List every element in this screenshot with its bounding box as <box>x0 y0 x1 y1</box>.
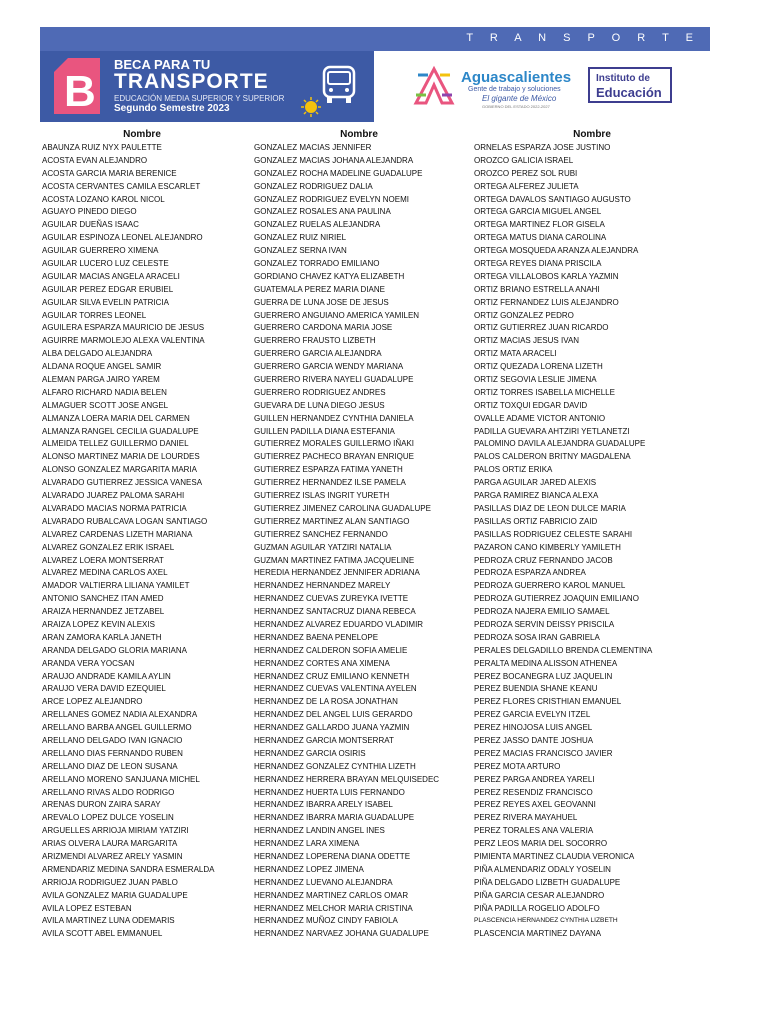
name-row: GUTIERREZ SANCHEZ FERNANDO <box>254 529 388 539</box>
name-row: ORTIZ TORRES ISABELLA MICHELLE <box>474 387 615 397</box>
name-row: ARAUJO VERA DAVID EZEQUIEL <box>42 684 166 694</box>
name-row: ALVAREZ LOERA MONTSERRAT <box>42 555 164 565</box>
state-tagline: El gigante de México <box>482 94 557 103</box>
name-row: GUERRERO CARDONA MARIA JOSE <box>254 323 393 333</box>
name-row: GONZALEZ RODRIGUEZ EVELYN NOEMI <box>254 194 409 204</box>
name-row: PLASCENCIA HERNANDEZ CYNTHIA LIZBETH <box>474 917 618 925</box>
name-row: PEDROZA SOSA IRAN GABRIELA <box>474 632 600 642</box>
name-row: ALVAREZ CARDENAS LIZETH MARIANA <box>42 529 193 539</box>
name-row: ARAN ZAMORA KARLA JANETH <box>42 632 162 642</box>
name-row: HERNANDEZ LANDIN ANGEL INES <box>254 826 385 836</box>
name-row: AVILA SCOTT ABEL EMMANUEL <box>42 929 163 939</box>
name-row: PIÑA GARCIA CESAR ALEJANDRO <box>474 890 605 900</box>
name-row: HERNANDEZ NARVAEZ JOHANA GUADALUPE <box>254 929 429 939</box>
institute-line2: Educación <box>596 85 662 100</box>
name-row: AVILA LOPEZ ESTEBAN <box>42 903 132 913</box>
name-row: PEDROZA NAJERA EMILIO SAMAEL <box>474 607 610 617</box>
name-row: GONZALEZ ROSALES ANA PAULINA <box>254 207 391 217</box>
name-row: AVILA GONZALEZ MARIA GUADALUPE <box>42 890 188 900</box>
name-row: GUERRERO FRAUSTO LIZBETH <box>254 336 376 346</box>
name-row: PEDROZA ESPARZA ANDREA <box>474 568 586 578</box>
name-row: PEREZ TORALES ANA VALERIA <box>474 826 594 836</box>
name-row: GUTIERREZ MORALES GUILLERMO IÑAKI <box>254 439 415 449</box>
name-row: ARMENDARIZ MEDINA SANDRA ESMERALDA <box>42 864 215 874</box>
name-row: HERNANDEZ GALLARDO JUANA YAZMIN <box>254 723 410 733</box>
name-row: PEREZ PARGA ANDREA YARELI <box>474 774 595 784</box>
name-row: ARCE LOPEZ ALEJANDRO <box>42 697 143 707</box>
state-name: Aguascalientes <box>461 69 572 86</box>
name-row: PAZARON CANO KIMBERLY YAMILETH <box>474 542 621 552</box>
name-row: ALMANZA RANGEL CECILIA GUADALUPE <box>42 426 199 436</box>
name-row: HERNANDEZ BAENA PENELOPE <box>254 632 379 642</box>
name-row: HERNANDEZ LUEVANO ALEJANDRA <box>254 877 393 887</box>
name-row: AREVALO LOPEZ DULCE YOSELIN <box>42 813 174 823</box>
name-row: ORTIZ SEGOVIA LESLIE JIMENA <box>474 375 597 385</box>
column-header: Nombre <box>573 129 611 140</box>
name-row: PEREZ HINOJOSA LUIS ANGEL <box>474 723 593 733</box>
name-row: PEDROZA GUERRERO KAROL MANUEL <box>474 581 626 591</box>
names-column <box>254 128 464 941</box>
name-row: PEREZ MACIAS FRANCISCO JAVIER <box>474 748 613 758</box>
name-row: PIMIENTA MARTINEZ CLAUDIA VERONICA <box>474 851 635 861</box>
institute-line1: Instituto de <box>596 73 650 84</box>
name-row: AGUILAR SILVA EVELIN PATRICIA <box>42 297 170 307</box>
state-slogan: Gente de trabajo y soluciones <box>468 86 561 93</box>
name-row: PEDROZA GUTIERREZ JOAQUIN EMILIANO <box>474 594 639 604</box>
name-row: HERNANDEZ SANTACRUZ DIANA REBECA <box>254 607 416 617</box>
name-row: HERNANDEZ LOPERENA DIANA ODETTE <box>254 851 411 861</box>
name-row: ACOSTA GARCIA MARIA BERENICE <box>42 168 177 178</box>
beca-b-logo-icon <box>48 54 106 116</box>
name-row: HERNANDEZ LARA XIMENA <box>254 839 360 849</box>
name-row: ARGUELLES ARRIOJA MIRIAM YATZIRI <box>42 826 189 836</box>
name-row: HERNANDEZ DE LA ROSA JONATHAN <box>254 697 398 707</box>
section-label: T R A N S P O R T E <box>466 32 700 44</box>
name-row: ALEMAN PARGA JAIRO YAREM <box>42 375 160 385</box>
name-row: AGUILAR GUERRERO XIMENA <box>42 246 159 256</box>
name-row: PERZ LEOS MARIA DEL SOCORRO <box>474 839 608 849</box>
name-row: GUEVARA DE LUNA DIEGO JESUS <box>254 400 385 410</box>
name-row: ORTIZ GUTIERREZ JUAN RICARDO <box>474 323 609 333</box>
name-row: ORTEGA MOSQUEDA ARANZA ALEJANDRA <box>474 246 639 256</box>
name-row: ORTIZ GONZALEZ PEDRO <box>474 310 574 320</box>
name-row: HERNANDEZ ALVAREZ EDUARDO VLADIMIR <box>254 619 424 629</box>
name-row: PIÑA ALMENDARIZ ODALY YOSELIN <box>474 864 611 874</box>
name-row: PERALTA MEDINA ALISSON ATHENEA <box>474 658 618 668</box>
name-row: HERNANDEZ GONZALEZ CYNTHIA LIZETH <box>254 761 416 771</box>
name-row: ARELLANO RIVAS ALDO RODRIGO <box>42 787 175 797</box>
name-row: PEREZ REYES AXEL GEOVANNI <box>474 800 596 810</box>
name-row: PEDROZA SERVIN DEISSY PRISCILA <box>474 619 615 629</box>
names-column <box>474 128 710 941</box>
name-row: ALMEIDA TELLEZ GUILLERMO DANIEL <box>42 439 189 449</box>
name-row: GONZALEZ RODRIGUEZ DALIA <box>254 181 373 191</box>
name-row: ALMANZA LOERA MARIA DEL CARMEN <box>42 413 190 423</box>
name-row: ALVARADO GUTIERREZ JESSICA VANESA <box>42 478 203 488</box>
name-row: ACOSTA LOZANO KAROL NICOL <box>42 194 165 204</box>
name-row: GUILLEN PADILLA DIANA ESTEFANIA <box>254 426 395 436</box>
name-row: ARIAS OLVERA LAURA MARGARITA <box>42 839 178 849</box>
name-row: PEREZ BUENDIA SHANE KEANU <box>474 684 598 694</box>
name-row: GUERRERO GARCIA ALEJANDRA <box>254 349 382 359</box>
name-row: AMADOR VALTIERRA LILIANA YAMILET <box>42 581 190 591</box>
bus-icon <box>319 64 359 106</box>
name-row: AGUILAR MACIAS ANGELA ARACELI <box>42 271 180 281</box>
name-row: ORTIZ FERNANDEZ LUIS ALEJANDRO <box>474 297 619 307</box>
name-row: HERNANDEZ CALDERON SOFIA AMELIE <box>254 645 408 655</box>
name-row: AGUAYO PINEDO DIEGO <box>42 207 137 217</box>
name-row: GUZMAN AGUILAR YATZIRI NATALIA <box>254 542 392 552</box>
name-row: HERNANDEZ IBARRA ARELY ISABEL <box>254 800 393 810</box>
name-row: AGUILAR LUCERO LUZ CELESTE <box>42 259 169 269</box>
svg-text:B: B <box>64 67 96 116</box>
column-header: Nombre <box>340 129 378 140</box>
names-column <box>42 128 242 941</box>
name-row: GUTIERREZ ISLAS INGRIT YURETH <box>254 491 390 501</box>
name-row: PIÑA DELGADO LIZBETH GUADALUPE <box>474 877 621 887</box>
name-row: PADILLA GUEVARA AHTZIRI YETLANETZI <box>474 426 630 436</box>
state-small-text: GOBIERNO DEL ESTADO 2022-2027 <box>482 104 550 109</box>
name-row: PALOS ORTIZ ERIKA <box>474 465 553 475</box>
name-row: ARELLANO DELGADO IVAN IGNACIO <box>42 735 183 745</box>
semester-label: Segundo Semestre 2023 <box>114 103 230 114</box>
name-row: PIÑA PADILLA ROGELIO ADOLFO <box>474 903 600 913</box>
name-row: PEREZ RESENDIZ FRANCISCO <box>474 787 593 797</box>
name-row: GUTIERREZ PACHECO BRAYAN ENRIQUE <box>254 452 415 462</box>
name-row: ORTEGA REYES DIANA PRISCILA <box>474 259 602 269</box>
name-row: OROZCO GALICIA ISRAEL <box>474 155 574 165</box>
name-row: ABAUNZA RUIZ NYX PAULETTE <box>42 143 162 152</box>
name-row: ARAIZA LOPEZ KEVIN ALEXIS <box>42 619 155 629</box>
name-row: GUERRERO RIVERA NAYELI GUADALUPE <box>254 375 414 385</box>
name-row: ORTEGA DAVALOS SANTIAGO AUGUSTO <box>474 194 631 204</box>
name-row: ARAIZA HERNANDEZ JETZABEL <box>42 607 165 617</box>
name-row: ALFARO RICHARD NADIA BELEN <box>42 387 167 397</box>
header-banner <box>40 27 710 122</box>
name-row: HERNANDEZ CORTES ANA XIMENA <box>254 658 390 668</box>
name-row: ANTONIO SANCHEZ ITAN AMED <box>42 594 164 604</box>
education-level: EDUCACIÓN MEDIA SUPERIOR Y SUPERIOR <box>114 94 285 103</box>
name-row: GONZALEZ MACIAS JOHANA ALEJANDRA <box>254 155 414 165</box>
name-row: ALVAREZ GONZALEZ ERIK ISRAEL <box>42 542 175 552</box>
name-row: PEREZ BOCANEGRA LUZ JAQUELIN <box>474 671 613 681</box>
name-row: AGUILAR DUEÑAS ISAAC <box>42 220 139 230</box>
name-row: ARANDA DELGADO GLORIA MARIANA <box>42 645 187 655</box>
name-row: ARELLANES GOMEZ NADIA ALEXANDRA <box>42 710 198 720</box>
program-title-line2: TRANSPORTE <box>114 70 269 93</box>
name-row: PALOMINO DAVILA ALEJANDRA GUADALUPE <box>474 439 646 449</box>
name-row: ARELLANO DIAZ DE LEON SUSANA <box>42 761 178 771</box>
name-row: GUERRERO ANGUIANO AMERICA YAMILEN <box>254 310 420 320</box>
name-row: ORTIZ QUEZADA LORENA LIZETH <box>474 362 603 372</box>
name-row: GUATEMALA PEREZ MARIA DIANE <box>254 284 385 294</box>
name-row: HERNANDEZ MUÑOZ CINDY FABIOLA <box>254 916 398 926</box>
name-row: PEDROZA CRUZ FERNANDO JACOB <box>474 555 613 565</box>
name-row: ORTEGA ALFEREZ JULIETA <box>474 181 579 191</box>
name-row: ORTEGA GARCIA MIGUEL ANGEL <box>474 207 602 217</box>
name-row: AGUILAR ESPINOZA LEONEL ALEJANDRO <box>42 233 203 243</box>
name-row: GUTIERREZ MARTINEZ ALAN SANTIAGO <box>254 516 410 526</box>
name-row: ARAUJO ANDRADE KAMILA AYLIN <box>42 671 171 681</box>
name-row: PARGA AGUILAR JARED ALEXIS <box>474 478 597 488</box>
name-row: HEREDIA HERNANDEZ JENNIFER ADRIANA <box>254 568 420 578</box>
name-row: GUTIERREZ JIMENEZ CAROLINA GUADALUPE <box>254 503 431 513</box>
name-row: ARELLANO BARBA ANGEL GUILLERMO <box>42 723 192 733</box>
name-row: GONZALEZ SERNA IVAN <box>254 246 347 256</box>
name-row: PALOS CALDERON BRITNY MAGDALENA <box>474 452 631 462</box>
name-row: ARIZMENDI ALVAREZ ARELY YASMIN <box>42 851 183 861</box>
name-row: PEREZ GARCIA EVELYN ITZEL <box>474 710 591 720</box>
institute-logo <box>588 67 672 103</box>
name-row: ALBA DELGADO ALEJANDRA <box>42 349 153 359</box>
name-row: GUERRA DE LUNA JOSE DE JESUS <box>254 297 389 307</box>
name-row: ACOSTA CERVANTES CAMILA ESCARLET <box>42 181 201 191</box>
name-row: HERNANDEZ CUEVAS ZUREYKA IVETTE <box>254 594 409 604</box>
name-row: AGUILAR PEREZ EDGAR ERUBIEL <box>42 284 174 294</box>
name-row: PLASCENCIA MARTINEZ DAYANA <box>474 929 602 939</box>
program-panel <box>40 51 374 122</box>
name-row: AGUIRRE MARMOLEJO ALEXA VALENTINA <box>42 336 205 346</box>
top-bar <box>40 27 710 51</box>
name-row: ARELLANO MORENO SANJUANA MICHEL <box>42 774 200 784</box>
name-row: GONZALEZ TORRADO EMILIANO <box>254 259 380 269</box>
name-row: HERNANDEZ IBARRA MARIA GUADALUPE <box>254 813 415 823</box>
name-row: ARRIOJA RODRIGUEZ JUAN PABLO <box>42 877 178 887</box>
name-row: PEREZ JASSO DANTE JOSHUA <box>474 735 594 745</box>
name-row: AVILA MARTINEZ LUNA ODEMARIS <box>42 916 175 926</box>
name-row: AGUILAR TORRES LEONEL <box>42 310 147 320</box>
name-row: GUTIERREZ ESPARZA FATIMA YANETH <box>254 465 403 475</box>
name-row: PEREZ MOTA ARTURO <box>474 761 561 771</box>
name-row: ALMAGUER SCOTT JOSE ANGEL <box>42 400 169 410</box>
name-row: GUERRERO RODRIGUEZ ANDRES <box>254 387 386 397</box>
name-row: GONZALEZ RUELAS ALEJANDRA <box>254 220 381 230</box>
name-row: ALONSO MARTINEZ MARIA DE LOURDES <box>42 452 200 462</box>
column-header: Nombre <box>123 129 161 140</box>
name-row: ALVAREZ MEDINA CARLOS AXEL <box>42 568 168 578</box>
name-row: PASILLAS RODRIGUEZ CELESTE SARAHI <box>474 529 633 539</box>
name-row: OVALLE ADAME VICTOR ANTONIO <box>474 413 606 423</box>
name-row: HERNANDEZ LOPEZ JIMENA <box>254 864 364 874</box>
name-row: ORTIZ MATA ARACELI <box>474 349 557 359</box>
name-row: ACOSTA EVAN ALEJANDRO <box>42 155 148 165</box>
name-row: GORDIANO CHAVEZ KATYA ELIZABETH <box>254 271 405 281</box>
name-row: ORTEGA MARTINEZ FLOR GISELA <box>474 220 605 230</box>
name-row: PASILLAS ORTIZ FABRICIO ZAID <box>474 516 598 526</box>
name-row: ORTIZ BRIANO ESTRELLA ANAHI <box>474 284 600 294</box>
name-row: ARANDA VERA YOCSAN <box>42 658 135 668</box>
name-row: OROZCO PEREZ SOL RUBI <box>474 168 578 178</box>
name-row: GONZALEZ RUIZ NIRIEL <box>254 233 347 243</box>
name-row: GUZMAN MARTINEZ FATIMA JACQUELINE <box>254 555 415 565</box>
name-row: GUTIERREZ HERNANDEZ ILSE PAMELA <box>254 478 406 488</box>
name-row: ORTEGA VILLALOBOS KARLA YAZMIN <box>474 271 619 281</box>
name-row: ORNELAS ESPARZA JOSE JUSTINO <box>474 143 611 152</box>
name-row: PERALES DELGADILLO BRENDA CLEMENTINA <box>474 645 653 655</box>
name-row: ALVARADO MACIAS NORMA PATRICIA <box>42 503 187 513</box>
name-row: ALVARADO JUAREZ PALOMA SARAHI <box>42 491 185 501</box>
name-row: ALDANA ROQUE ANGEL SAMIR <box>42 362 162 372</box>
name-row: HERNANDEZ CRUZ EMILIANO KENNETH <box>254 671 410 681</box>
name-row: ORTIZ MACIAS JESUS IVAN <box>474 336 580 346</box>
name-row: PARGA RAMIREZ BIANCA ALEXA <box>474 491 599 501</box>
aguascalientes-emblem-icon <box>412 65 456 107</box>
name-row: ARENAS DURON ZAIRA SARAY <box>42 800 161 810</box>
name-row: HERNANDEZ MARTINEZ CARLOS OMAR <box>254 890 409 900</box>
name-row: GONZALEZ MACIAS JENNIFER <box>254 143 372 152</box>
name-row: ORTIZ TOXQUI EDGAR DAVID <box>474 400 588 410</box>
name-row: HERNANDEZ HUERTA LUIS FERNANDO <box>254 787 405 797</box>
name-row: HERNANDEZ DEL ANGEL LUIS GERARDO <box>254 710 413 720</box>
program-title-line1: BECA PARA TU <box>114 57 211 72</box>
name-row: PEREZ FLORES CRISTHIAN EMANUEL <box>474 697 622 707</box>
name-row: ALONSO GONZALEZ MARGARITA MARIA <box>42 465 197 475</box>
name-row: HERNANDEZ MELCHOR MARIA CRISTINA <box>254 903 413 913</box>
name-row: ALVARADO RUBALCAVA LOGAN SANTIAGO <box>42 516 208 526</box>
name-row: PASILLAS DIAZ DE LEON DULCE MARIA <box>474 503 626 513</box>
sun-icon <box>301 97 321 117</box>
name-row: GUERRERO GARCIA WENDY MARIANA <box>254 362 404 372</box>
name-row: GONZALEZ ROCHA MADELINE GUADALUPE <box>254 168 423 178</box>
name-row: HERNANDEZ HERNANDEZ MARELY <box>254 581 391 591</box>
name-row: HERNANDEZ HERRERA BRAYAN MELQUISEDEC <box>254 774 440 784</box>
name-row: GUILLEN HERNANDEZ CYNTHIA DANIELA <box>254 413 414 423</box>
name-row: HERNANDEZ GARCIA OSIRIS <box>254 748 366 758</box>
name-row: HERNANDEZ CUEVAS VALENTINA AYELEN <box>254 684 417 694</box>
name-row: HERNANDEZ GARCIA MONTSERRAT <box>254 735 394 745</box>
name-row: AGUILERA ESPARZA MAURICIO DE JESUS <box>42 323 205 333</box>
name-row: ARELLANO DIAS FERNANDO RUBEN <box>42 748 183 758</box>
name-row: ORTEGA MATUS DIANA CAROLINA <box>474 233 607 243</box>
name-row: PEREZ RIVERA MAYAHUEL <box>474 813 578 823</box>
